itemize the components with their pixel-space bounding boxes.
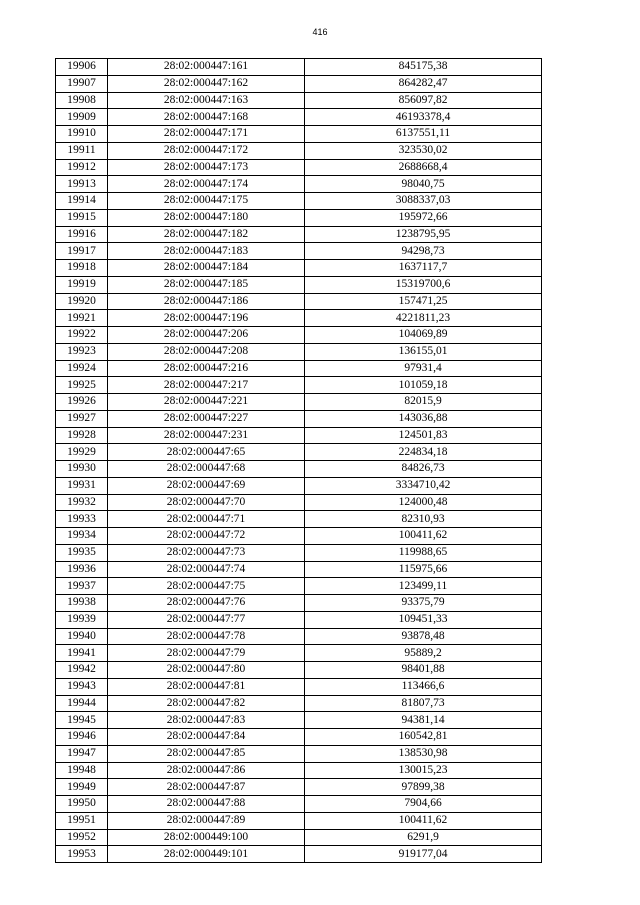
cadastral-number-cell: 28:02:000447:184: [108, 260, 305, 277]
row-number-cell: 19924: [56, 360, 108, 377]
value-cell: 1637117,7: [305, 260, 542, 277]
row-number-cell: 19907: [56, 75, 108, 92]
value-cell: 93878,48: [305, 628, 542, 645]
value-cell: 124501,83: [305, 427, 542, 444]
table-row: [56, 444, 542, 461]
table-row: [56, 796, 542, 813]
table-row: [56, 410, 542, 427]
cadastral-number-cell: 28:02:000447:84: [108, 729, 305, 746]
value-cell: 3334710,42: [305, 477, 542, 494]
table-row: [56, 729, 542, 746]
table-row: [56, 779, 542, 796]
cadastral-number-cell: 28:02:000447:80: [108, 662, 305, 679]
row-number-cell: 19936: [56, 561, 108, 578]
cadastral-number-cell: 28:02:000447:216: [108, 360, 305, 377]
value-cell: 98401,88: [305, 662, 542, 679]
row-number-cell: 19917: [56, 243, 108, 260]
table-row: [56, 293, 542, 310]
table-row: [56, 209, 542, 226]
table-row: [56, 176, 542, 193]
row-number-cell: 19921: [56, 310, 108, 327]
value-cell: 124000,48: [305, 494, 542, 511]
cadastral-number-cell: 28:02:000447:71: [108, 511, 305, 528]
value-cell: 224834,18: [305, 444, 542, 461]
row-number-cell: 19937: [56, 578, 108, 595]
table-row: [56, 92, 542, 109]
table-row: [56, 829, 542, 846]
value-cell: 7904,66: [305, 796, 542, 813]
row-number-cell: 19950: [56, 796, 108, 813]
value-cell: 856097,82: [305, 92, 542, 109]
value-cell: 3088337,03: [305, 193, 542, 210]
value-cell: 6291,9: [305, 829, 542, 846]
row-number-cell: 19939: [56, 611, 108, 628]
table-row: [56, 327, 542, 344]
table-row: [56, 812, 542, 829]
cadastral-number-cell: 28:02:000447:78: [108, 628, 305, 645]
value-cell: 143036,88: [305, 410, 542, 427]
value-cell: 919177,04: [305, 846, 542, 863]
table-row: [56, 528, 542, 545]
table-row: [56, 695, 542, 712]
table-row: [56, 260, 542, 277]
value-cell: 1238795,95: [305, 226, 542, 243]
table-row: [56, 310, 542, 327]
table-row: [56, 745, 542, 762]
cadastral-number-cell: 28:02:000447:206: [108, 327, 305, 344]
table-row: [56, 628, 542, 645]
table-row: [56, 846, 542, 863]
value-cell: 136155,01: [305, 343, 542, 360]
row-number-cell: 19931: [56, 477, 108, 494]
row-number-cell: 19949: [56, 779, 108, 796]
row-number-cell: 19912: [56, 159, 108, 176]
value-cell: 138530,98: [305, 745, 542, 762]
cadastral-number-cell: 28:02:000447:173: [108, 159, 305, 176]
row-number-cell: 19935: [56, 544, 108, 561]
cadastral-number-cell: 28:02:000447:227: [108, 410, 305, 427]
value-cell: 115975,66: [305, 561, 542, 578]
cadastral-number-cell: 28:02:000447:208: [108, 343, 305, 360]
cadastral-number-cell: 28:02:000447:175: [108, 193, 305, 210]
cadastral-number-cell: 28:02:000447:75: [108, 578, 305, 595]
table-row: [56, 243, 542, 260]
table-row: [56, 427, 542, 444]
value-cell: 100411,62: [305, 528, 542, 545]
cadastral-number-cell: 28:02:000447:73: [108, 544, 305, 561]
table-row: [56, 142, 542, 159]
table-row: [56, 595, 542, 612]
row-number-cell: 19918: [56, 260, 108, 277]
cadastral-number-cell: 28:02:000447:196: [108, 310, 305, 327]
cadastral-number-cell: 28:02:000447:74: [108, 561, 305, 578]
cadastral-number-cell: 28:02:000447:83: [108, 712, 305, 729]
cadastral-number-cell: 28:02:000447:183: [108, 243, 305, 260]
cadastral-number-cell: 28:02:000447:172: [108, 142, 305, 159]
row-number-cell: 19947: [56, 745, 108, 762]
value-cell: 101059,18: [305, 377, 542, 394]
cadastral-number-cell: 28:02:000447:161: [108, 59, 305, 76]
row-number-cell: 19920: [56, 293, 108, 310]
row-number-cell: 19932: [56, 494, 108, 511]
table-row: [56, 159, 542, 176]
table-row: [56, 360, 542, 377]
row-number-cell: 19946: [56, 729, 108, 746]
row-number-cell: 19926: [56, 394, 108, 411]
value-cell: 6137551,11: [305, 126, 542, 143]
table-row: [56, 561, 542, 578]
table-row: [56, 511, 542, 528]
table-row: [56, 193, 542, 210]
table-row: [56, 544, 542, 561]
cadastral-number-cell: 28:02:000447:186: [108, 293, 305, 310]
table-row: [56, 109, 542, 126]
row-number-cell: 19953: [56, 846, 108, 863]
table-row: [56, 226, 542, 243]
cadastral-number-cell: 28:02:000447:231: [108, 427, 305, 444]
table-row: [56, 578, 542, 595]
row-number-cell: 19914: [56, 193, 108, 210]
value-cell: 864282,47: [305, 75, 542, 92]
row-number-cell: 19925: [56, 377, 108, 394]
value-cell: 94381,14: [305, 712, 542, 729]
row-number-cell: 19938: [56, 595, 108, 612]
row-number-cell: 19922: [56, 327, 108, 344]
cadastral-number-cell: 28:02:000447:182: [108, 226, 305, 243]
table-row: [56, 611, 542, 628]
value-cell: 4221811,23: [305, 310, 542, 327]
cadastral-number-cell: 28:02:000447:85: [108, 745, 305, 762]
value-cell: 97931,4: [305, 360, 542, 377]
row-number-cell: 19928: [56, 427, 108, 444]
row-number-cell: 19913: [56, 176, 108, 193]
value-cell: 119988,65: [305, 544, 542, 561]
row-number-cell: 19943: [56, 678, 108, 695]
row-number-cell: 19929: [56, 444, 108, 461]
table-row: [56, 678, 542, 695]
value-cell: 15319700,6: [305, 276, 542, 293]
value-cell: 157471,25: [305, 293, 542, 310]
row-number-cell: 19916: [56, 226, 108, 243]
table-row: [56, 477, 542, 494]
value-cell: 323530,02: [305, 142, 542, 159]
cadastral-number-cell: 28:02:000447:65: [108, 444, 305, 461]
table-row: [56, 645, 542, 662]
cadastral-number-cell: 28:02:000447:168: [108, 109, 305, 126]
page-number: 416: [312, 27, 328, 37]
cadastral-number-cell: 28:02:000447:68: [108, 461, 305, 478]
value-cell: 81807,73: [305, 695, 542, 712]
value-cell: 104069,89: [305, 327, 542, 344]
value-cell: 46193378,4: [305, 109, 542, 126]
cadastral-number-cell: 28:02:000447:86: [108, 762, 305, 779]
cadastral-number-cell: 28:02:000447:70: [108, 494, 305, 511]
row-number-cell: 19933: [56, 511, 108, 528]
cadastral-number-cell: 28:02:000447:76: [108, 595, 305, 612]
table-row: [56, 712, 542, 729]
cadastral-number-cell: 28:02:000447:79: [108, 645, 305, 662]
cadastral-number-cell: 28:02:000447:185: [108, 276, 305, 293]
cadastral-number-cell: 28:02:000447:77: [108, 611, 305, 628]
value-cell: 113466,6: [305, 678, 542, 695]
cadastral-number-cell: 28:02:000447:162: [108, 75, 305, 92]
value-cell: 93375,79: [305, 595, 542, 612]
cadastral-number-cell: 28:02:000447:171: [108, 126, 305, 143]
value-cell: 84826,73: [305, 461, 542, 478]
cadastral-number-cell: 28:02:000447:217: [108, 377, 305, 394]
table-row: [56, 343, 542, 360]
row-number-cell: 19915: [56, 209, 108, 226]
row-number-cell: 19951: [56, 812, 108, 829]
row-number-cell: 19906: [56, 59, 108, 76]
cadastral-number-cell: 28:02:000449:100: [108, 829, 305, 846]
table-row: [56, 494, 542, 511]
cadastral-number-cell: 28:02:000447:69: [108, 477, 305, 494]
cadastral-number-cell: 28:02:000447:221: [108, 394, 305, 411]
row-number-cell: 19909: [56, 109, 108, 126]
table-row: [56, 276, 542, 293]
value-cell: 100411,62: [305, 812, 542, 829]
row-number-cell: 19952: [56, 829, 108, 846]
value-cell: 94298,73: [305, 243, 542, 260]
cadastral-number-cell: 28:02:000447:163: [108, 92, 305, 109]
row-number-cell: 19934: [56, 528, 108, 545]
table-row: [56, 662, 542, 679]
table-row: [56, 762, 542, 779]
cadastral-number-cell: 28:02:000449:101: [108, 846, 305, 863]
row-number-cell: 19923: [56, 343, 108, 360]
table-row: [56, 461, 542, 478]
cadastral-number-cell: 28:02:000447:88: [108, 796, 305, 813]
cadastral-number-cell: 28:02:000447:82: [108, 695, 305, 712]
row-number-cell: 19940: [56, 628, 108, 645]
value-cell: 82015,9: [305, 394, 542, 411]
row-number-cell: 19948: [56, 762, 108, 779]
value-cell: 97899,38: [305, 779, 542, 796]
value-cell: 109451,33: [305, 611, 542, 628]
table-row: [56, 75, 542, 92]
row-number-cell: 19911: [56, 142, 108, 159]
value-cell: 98040,75: [305, 176, 542, 193]
row-number-cell: 19930: [56, 461, 108, 478]
table-row: [56, 59, 542, 76]
value-cell: 160542,81: [305, 729, 542, 746]
row-number-cell: 19927: [56, 410, 108, 427]
cadastral-number-cell: 28:02:000447:180: [108, 209, 305, 226]
row-number-cell: 19919: [56, 276, 108, 293]
row-number-cell: 19944: [56, 695, 108, 712]
value-cell: 95889,2: [305, 645, 542, 662]
value-cell: 195972,66: [305, 209, 542, 226]
row-number-cell: 19910: [56, 126, 108, 143]
value-cell: 130015,23: [305, 762, 542, 779]
row-number-cell: 19945: [56, 712, 108, 729]
value-cell: 123499,11: [305, 578, 542, 595]
table-row: [56, 394, 542, 411]
row-number-cell: 19908: [56, 92, 108, 109]
row-number-cell: 19941: [56, 645, 108, 662]
value-cell: 2688668,4: [305, 159, 542, 176]
table-row: [56, 377, 542, 394]
cadastral-number-cell: 28:02:000447:174: [108, 176, 305, 193]
cadastral-number-cell: 28:02:000447:89: [108, 812, 305, 829]
cadastral-number-cell: 28:02:000447:87: [108, 779, 305, 796]
value-cell: 82310,93: [305, 511, 542, 528]
cadastral-number-cell: 28:02:000447:72: [108, 528, 305, 545]
row-number-cell: 19942: [56, 662, 108, 679]
table-row: [56, 126, 542, 143]
cadastral-table: [55, 58, 542, 863]
value-cell: 845175,38: [305, 59, 542, 76]
table-body: [56, 59, 542, 863]
cadastral-number-cell: 28:02:000447:81: [108, 678, 305, 695]
